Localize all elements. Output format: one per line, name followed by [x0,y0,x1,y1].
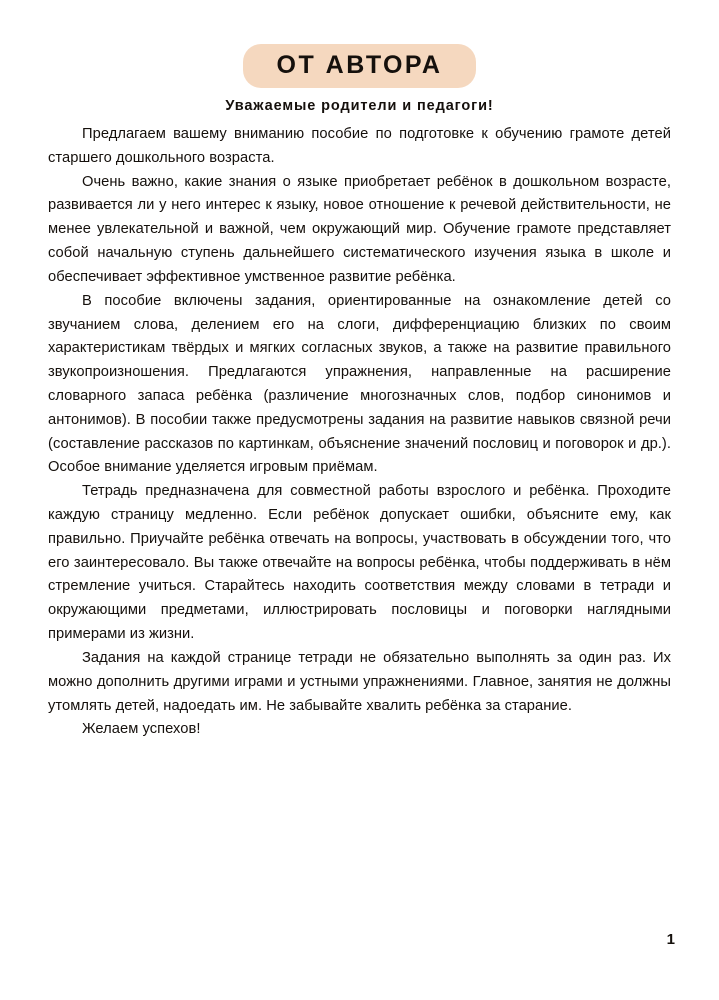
paragraph-6: Желаем успехов! [82,721,201,738]
paragraph-3: В пособие включены задания, ориентированные на ознакомление детей со звучанием слова, делением его на слоги, дифференциацию близких по своим характеристикам твёрдых и мягких согласных звуков, а также на развитие правильного звукопроизношения. Предлагаются упражнения, направленные на расширение словарного запаса ребёнка (различение многозначных слов, подбор синонимов и антонимов). В пособии также предусмотрены задания на развитие навыков связной речи (составление рассказов по картинкам, объяснение значений пословиц и поговорок и др.). Особое внимание уделяется игровым приёмам. [48,292,671,476]
paragraph-4: Тетрадь предназначена для совместной работы взрослого и ребёнка. Проходите каждую страницу медленно. Если ребёнок допускает ошибки, объясните ему, как правильно. Приучайте ребёнка отвечать на вопросы, участвовать в обсуждении того, что его заинтересовало. Вы также отвечайте на вопросы ребёнка, чтобы поддерживать в нём стремление учиться. Старайтесь находить соответствия между словами в тетради и окружающими предметами, иллюстрировать пословицы и поговорки наглядными примерами из жизни. [48,483,671,643]
page-number: 1 [666,931,675,948]
paragraph-5: Задания на каждой странице тетради не обязательно выполнять за один раз. Их можно дополнить другими играми и устными упражнениями. Главное, занятия не должны утомлять детей, надоедать им. Не забывайте хвалить ребёнка за старание. [48,649,671,714]
paragraph-2: Очень важно, какие знания о языке приобретает ребёнок в дошкольном возрасте, развивается ли у него интерес к языку, новое отношение к речевой действительности, не менее увлекательной и важной, чем окружающий мир. Обучение грамоте представляет собой начальную ступень дальнейшего систематического изучения языка в школе и обеспечивает эффективное умственное развитие ребёнка. [48,173,671,285]
page-title-pill [243,44,477,88]
page-title-container [0,44,719,88]
salutation: Уважаемые родители и педагоги! [225,98,494,114]
paragraph-1: Предлагаем вашему вниманию пособие по подготовке к обучению грамоте детей старшего дошкольного возраста. [48,126,671,166]
page-title: ОТ АВТОРА [276,51,443,79]
body-text [48,98,671,742]
